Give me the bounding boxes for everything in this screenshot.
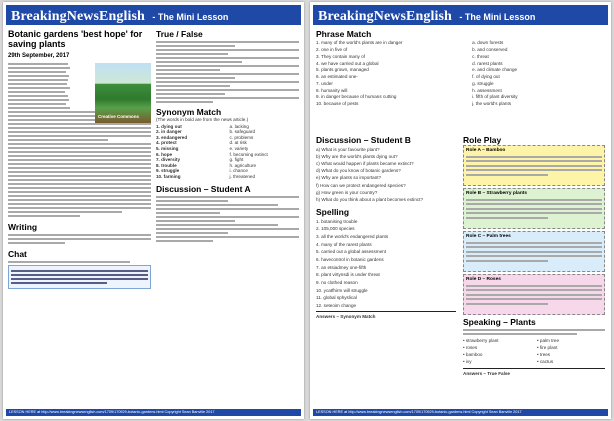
phrase-beginnings xyxy=(316,39,462,108)
article-date: 29th September, 2017 xyxy=(8,53,70,59)
true-false-heading: True / False xyxy=(156,29,203,39)
phrase-match-section xyxy=(316,29,605,108)
phrase-beginning: 6. an estimated one- xyxy=(316,74,358,80)
synonym-word: 6. hope xyxy=(156,151,173,157)
lesson-page-1 xyxy=(3,2,304,419)
role-play-heading: Role Play xyxy=(463,135,502,145)
phrase-ending: f. of dying out xyxy=(472,74,500,80)
spelling-list xyxy=(316,219,456,309)
synonym-option: d. at risk xyxy=(229,140,247,146)
spelling-item: 9. no clothed reason xyxy=(316,280,358,286)
phrase-ending: e. and climate change xyxy=(472,67,518,73)
phrase-ending: j. the world's plants xyxy=(472,101,512,107)
synonym-option: e. variety xyxy=(229,145,249,151)
discussion-a-heading: Discussion – Student A xyxy=(156,183,251,194)
spelling-item: 10. ycatfhirm will struggle xyxy=(316,287,368,293)
discussion-b-list xyxy=(316,147,456,203)
role-card xyxy=(463,145,605,186)
phrase-beginning: 9. in danger because of humans cutting xyxy=(316,94,397,100)
spelling-item: 1. botanising trouble xyxy=(316,218,358,224)
spelling-item: 7. an etsiadmey one-fifth xyxy=(316,264,367,270)
spelling-item: 5. carried out a global assessment xyxy=(316,249,386,255)
chat-word-box xyxy=(8,265,151,289)
synonym-word: 1. dying out xyxy=(156,123,182,129)
phrase-match-heading: Phrase Match xyxy=(316,29,372,39)
phrase-ending: i. fifth of plant diversity xyxy=(472,94,518,100)
role-title: Role C – Palm trees xyxy=(466,234,511,239)
synonym-word: 8. trouble xyxy=(156,162,177,168)
spelling-item: 11. global sphyslical xyxy=(316,295,357,301)
phrase-ending: c. threat xyxy=(472,53,489,59)
phrase-beginning: 1. many of the world's plants are in danger xyxy=(316,40,403,46)
phrase-ending: h. assessment xyxy=(472,87,502,93)
synonym-option: b. safeguard xyxy=(229,129,256,135)
synonym-word: 9. struggle xyxy=(156,168,180,174)
page-footer: LESSON HERE at http://www.breakingnewsenglish.com/1709/170929-botanic-gardens.html Copyright Sean Banville 2017 xyxy=(6,409,301,416)
discussion-a-list xyxy=(156,196,299,242)
synonym-note: (The words in bold are from the news article.) xyxy=(156,117,249,122)
synonym-option: h. agriculture xyxy=(229,162,257,168)
answers-synonym-label: Answers – Synonym Match xyxy=(316,313,376,319)
article-photo xyxy=(95,63,151,123)
answers-true-false-label: Answers – True False xyxy=(463,370,510,376)
true-false-list xyxy=(156,41,299,103)
photo-caption: Creative Commons xyxy=(98,114,140,119)
role-play-cards xyxy=(463,145,605,315)
role-card xyxy=(463,188,605,229)
page-banner xyxy=(313,5,608,25)
role-card xyxy=(463,274,605,315)
brand-name: BreakingNewsEnglish xyxy=(318,9,452,24)
discussion-question: e) Why are plants so important? xyxy=(316,175,382,181)
phrase-beginning: 5. plants grown, managed xyxy=(316,67,369,73)
synonym-option: i. chance xyxy=(229,168,248,174)
article-column xyxy=(8,29,151,289)
spelling-heading: Spelling xyxy=(316,206,350,217)
lesson-page-2 xyxy=(310,2,611,419)
speaking-heading: Speaking – Plants xyxy=(463,317,536,327)
phrase-endings xyxy=(472,39,605,108)
discussion-question: b) Why are the world's plants dying out? xyxy=(316,153,398,159)
discussion-question: g) How green is your country? xyxy=(316,189,378,195)
synonym-heading: Synonym Match xyxy=(156,107,222,117)
phrase-beginning: 4. we have carried out a global xyxy=(316,60,379,66)
phrase-beginning: 10. because of pests xyxy=(316,101,359,107)
synonym-word: 5. missing xyxy=(156,145,179,151)
phrase-ending: a. down forests xyxy=(472,40,504,46)
phrase-beginning: 7. under xyxy=(316,80,333,86)
spelling-item: 3. all the world's endangered plants xyxy=(316,233,389,239)
speaking-word: • roses xyxy=(463,344,478,350)
role-title: Role A – Bamboo xyxy=(466,148,506,153)
spelling-item: 12. seteoim change xyxy=(316,303,357,309)
speaking-word: • palm tree xyxy=(537,337,560,343)
spelling-item: 4. many of the rarest plants xyxy=(316,241,372,247)
role-title: Role B – Strawberry plants xyxy=(466,191,528,196)
synonym-word: 4. protect xyxy=(156,140,177,146)
discussion-b-heading: Discussion – Student B xyxy=(316,135,411,145)
speaking-word: • cactus xyxy=(537,359,554,365)
discussion-question: a) What is your favourite plant? xyxy=(316,146,380,152)
phrase-beginning: 3. They contain many of xyxy=(316,53,365,59)
chat-heading: Chat xyxy=(8,249,27,259)
phrase-ending: b. and conserved xyxy=(472,46,508,52)
role-card xyxy=(463,231,605,272)
discussion-question: d) What do you know of botanic gardens? xyxy=(316,168,401,174)
synonym-word: 7. diversity xyxy=(156,157,181,163)
page-banner xyxy=(6,5,301,25)
spelling-item: 2. 105,000 species xyxy=(316,226,355,232)
phrase-ending: g. struggle xyxy=(472,80,494,86)
role-title: Role D – Roses xyxy=(466,277,501,282)
synonym-table xyxy=(156,124,299,180)
page2-right-column xyxy=(463,135,605,376)
article-title: Botanic gardens 'best hope' for saving plants xyxy=(8,29,143,49)
discussion-question: c) What would happen if plants became extinct? xyxy=(316,160,414,166)
exercises-column xyxy=(156,29,299,244)
discussion-question: f) How can we protect endangered species? xyxy=(316,182,406,188)
writing-heading: Writing xyxy=(8,222,38,232)
synonym-word: 10. farming xyxy=(156,173,181,179)
synonym-option: f. becoming extinct xyxy=(229,151,268,157)
speaking-word: • bamboo xyxy=(463,352,483,358)
page2-left-column xyxy=(316,135,456,319)
synonym-option: j. threatened xyxy=(229,173,256,179)
brand-name: BreakingNewsEnglish xyxy=(11,9,145,24)
synonym-option: c. problems xyxy=(229,134,254,140)
synonym-options xyxy=(230,124,300,180)
synonym-option: a. lacking xyxy=(229,123,249,129)
speaking-word: • fire plant xyxy=(537,344,558,350)
speaking-word-grid xyxy=(463,337,605,366)
spelling-item: 6. havecontrol in botanic gardens xyxy=(316,257,384,263)
spelling-item: 8. plant virtynsdi is under threat xyxy=(316,272,380,278)
phrase-beginning: 2. one in five of xyxy=(316,46,348,52)
synonym-words xyxy=(156,124,226,180)
speaking-word: • strawberry plant xyxy=(463,337,499,343)
phrase-ending: d. rarest plants xyxy=(472,60,503,66)
brand-subtitle: - The Mini Lesson xyxy=(152,12,229,22)
page-footer: LESSON HERE at http://www.breakingnewsenglish.com/1709/170929-botanic-gardens.html Copyright Sean Banville 2017 xyxy=(313,409,608,416)
brand-subtitle: - The Mini Lesson xyxy=(459,12,536,22)
phrase-beginning: 8. humanity will xyxy=(316,87,348,93)
synonym-word: 3. endangered xyxy=(156,134,188,140)
discussion-question: h) What do you think about a plant becomes extinct? xyxy=(316,196,423,202)
synonym-option: g. fight xyxy=(229,157,244,163)
synonym-word: 2. in danger xyxy=(156,129,182,135)
speaking-word: • ivy xyxy=(463,359,472,365)
speaking-word: • trees xyxy=(537,352,551,358)
phrase-match-table xyxy=(316,39,605,108)
